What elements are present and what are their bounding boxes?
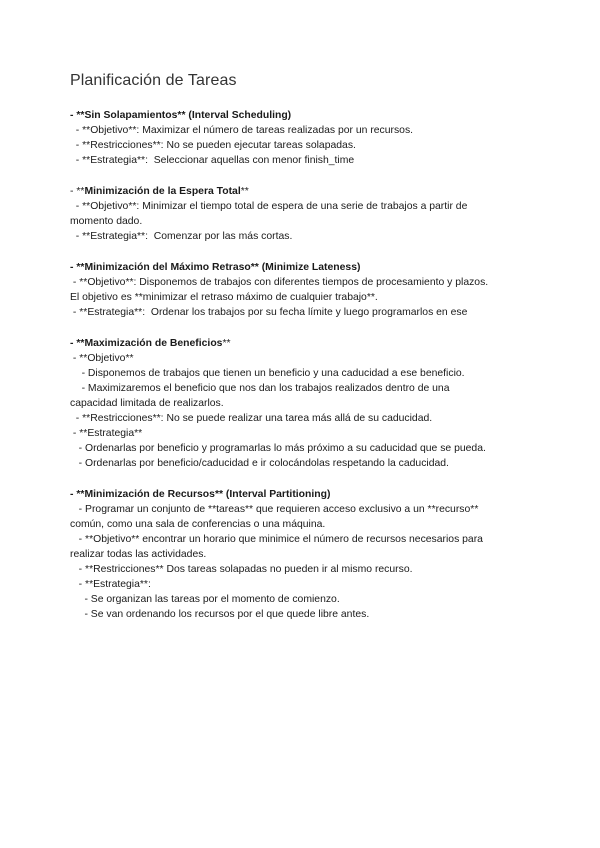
text-line: - **Estrategia**: Ordenar los trabajos por su fecha límite y luego programarlos en ese bbox=[70, 307, 468, 318]
heading-prefix: - ** bbox=[70, 338, 85, 349]
text-line: - Se organizan las tareas por el momento de comienzo. bbox=[70, 594, 340, 605]
heading-bold-text: Minimización de la Espera Total bbox=[84, 186, 241, 197]
text-line: capacidad limitada de realizarlos. bbox=[70, 398, 224, 409]
text-line: - Ordenarlas por beneficio/caducidad e ir colocándolas respetando la caducidad. bbox=[70, 458, 449, 469]
heading-suffix: ** (Minimize Lateness) bbox=[250, 262, 361, 273]
heading-suffix: ** (Interval Partitioning) bbox=[214, 489, 331, 500]
section-minimizacion-recursos bbox=[70, 487, 540, 622]
heading-bold-text: Sin Solapamientos bbox=[84, 110, 178, 121]
heading-suffix: ** bbox=[222, 338, 231, 349]
text-line: - **Objetivo**: Disponemos de trabajos con diferentes tiempos de procesamiento y plazos. bbox=[70, 277, 489, 288]
page-title: Planificación de Tareas bbox=[70, 72, 237, 89]
heading-suffix: ** bbox=[240, 186, 249, 197]
text-line: - **Objetivo**: Maximizar el número de tareas realizadas por un recursos. bbox=[70, 125, 414, 136]
text-line: - Programar un conjunto de **tareas** que requieren acceso exclusivo a un **recurso** bbox=[70, 504, 479, 515]
text-line: - Ordenarlas por beneficio y programarlas lo más próximo a su caducidad que se pueda. bbox=[70, 443, 486, 454]
text-line: - **Estrategia**: Seleccionar aquellas con menor finish_time bbox=[70, 155, 355, 166]
section-maximizacion-beneficios bbox=[70, 336, 540, 471]
text-line: - **Objetivo**: Minimizar el tiempo total de espera de una serie de trabajos a partir de bbox=[70, 201, 468, 212]
text-line: - **Objetivo** bbox=[70, 353, 134, 364]
text-line: - **Restricciones** Dos tareas solapadas no pueden ir al mismo recurso. bbox=[70, 564, 413, 575]
text-line: realizar todas las actividades. bbox=[70, 549, 207, 560]
text-line: - Se van ordenando los recursos por el que quede libre antes. bbox=[70, 609, 370, 620]
heading-prefix: - ** bbox=[70, 489, 85, 500]
text-line: - **Restricciones**: No se puede realizar una tarea más allá de su caducidad. bbox=[70, 413, 433, 424]
text-line: - **Estrategia**: Comenzar por las más cortas. bbox=[70, 231, 293, 242]
heading-prefix: - ** bbox=[70, 110, 85, 121]
heading-bold-text: Maximización de Beneficios bbox=[84, 338, 223, 349]
heading-bold-text: Minimización del Máximo Retraso bbox=[84, 262, 251, 273]
section-heading bbox=[70, 108, 540, 123]
section-heading bbox=[70, 487, 540, 502]
text-line: El objetivo es **minimizar el retraso máximo de cualquier trabajo**. bbox=[70, 292, 378, 303]
section-espera-total bbox=[70, 184, 540, 244]
section-sin-solapamientos bbox=[70, 108, 540, 168]
heading-suffix: ** (Interval Scheduling) bbox=[177, 110, 292, 121]
section-maximo-retraso bbox=[70, 260, 540, 320]
heading-prefix: - ** bbox=[70, 186, 85, 197]
text-line: - **Objetivo** encontrar un horario que minimice el número de recursos necesarios para bbox=[70, 534, 483, 545]
heading-prefix: - ** bbox=[70, 262, 85, 273]
heading-bold-text: Minimización de Recursos bbox=[84, 489, 215, 500]
section-heading bbox=[70, 184, 540, 199]
text-line: - **Estrategia** bbox=[70, 428, 143, 439]
text-line: común, como una sala de conferencias o una máquina. bbox=[70, 519, 326, 530]
section-heading bbox=[70, 336, 540, 351]
text-line: momento dado. bbox=[70, 216, 143, 227]
section-heading bbox=[70, 260, 540, 275]
text-line: - **Restricciones**: No se pueden ejecutar tareas solapadas. bbox=[70, 140, 356, 151]
text-line: - Disponemos de trabajos que tienen un beneficio y una caducidad a ese beneficio. bbox=[70, 368, 465, 379]
text-line: - **Estrategia**: bbox=[70, 579, 151, 590]
text-line: - Maximizaremos el beneficio que nos dan los trabajos realizados dentro de una bbox=[70, 383, 450, 394]
